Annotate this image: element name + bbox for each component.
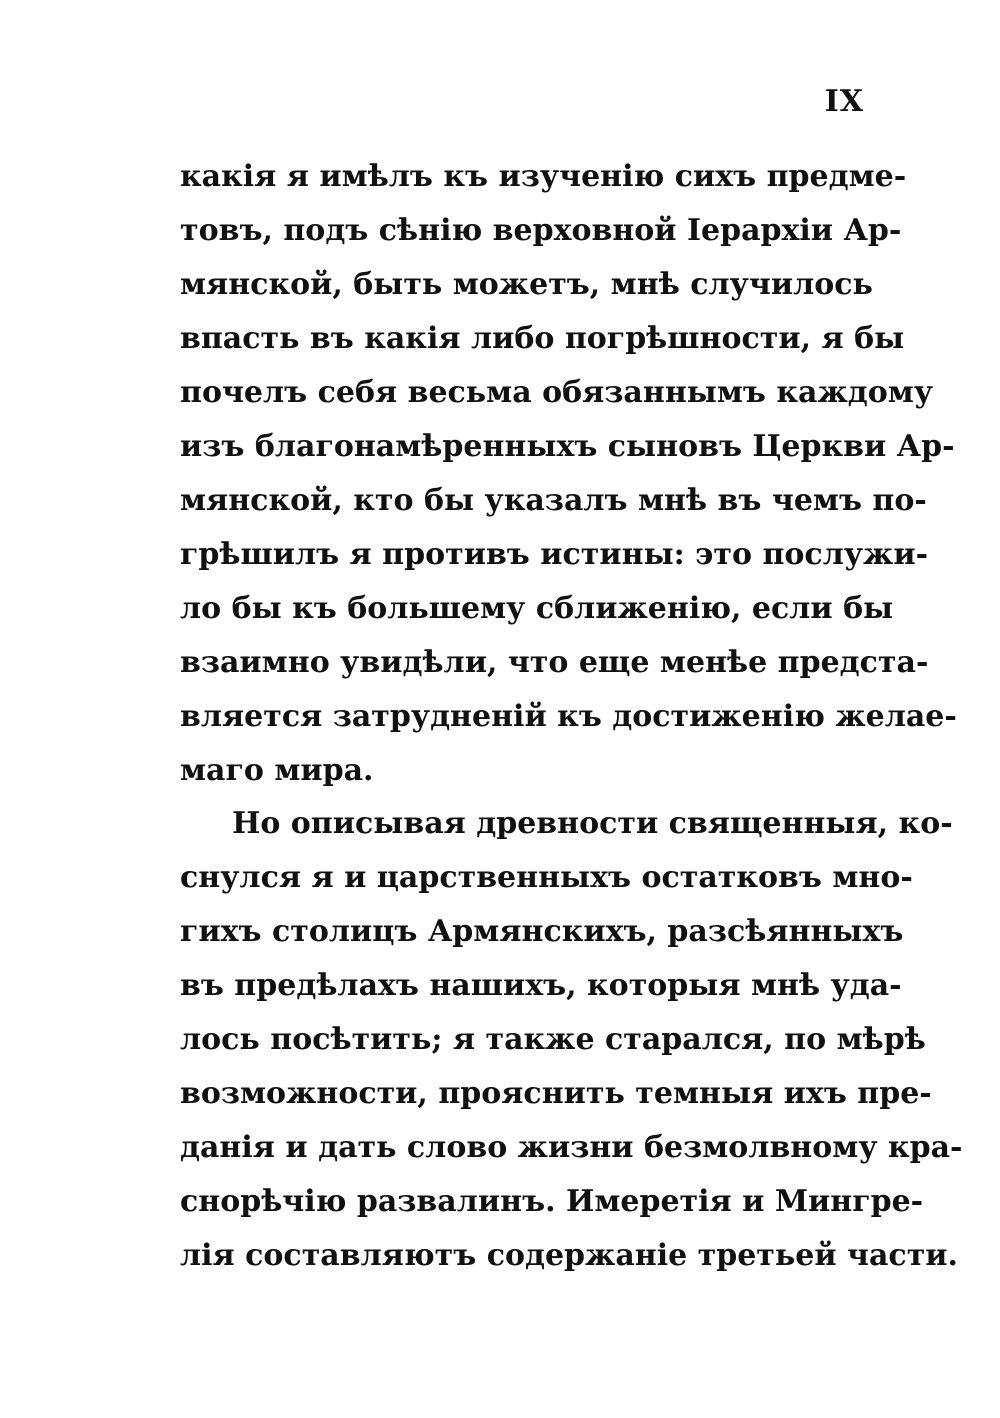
text-line: почелъ себя весьма обязаннымъ каждому [180, 375, 934, 410]
text-line: грѣшилъ я противъ истины: это послужи- [180, 537, 929, 572]
text-line: впасть въ какія либо погрѣшности, я бы [180, 321, 905, 356]
text-line: ло бы къ большему сближенію, если бы [180, 591, 894, 626]
text-line: вляется затрудненій къ достиженію желае- [180, 699, 957, 734]
text-line: мянской, быть можетъ, мнѣ случилось [180, 267, 873, 302]
text-line: взаимно увидѣли, что еще менѣе предста- [180, 645, 929, 680]
text-line: изъ благонамѣренныхъ сыновъ Церкви Ар- [180, 429, 955, 464]
text-line: товъ, подъ сѣнію верховной Іерархіи Ар- [180, 213, 902, 248]
text-line: возможности, прояснить темныя ихъ пре- [180, 1076, 932, 1111]
text-line: маго мира. [180, 753, 374, 788]
text-line: Но описывая древности священныя, ко- [232, 806, 953, 841]
text-line: гихъ столицъ Армянскихъ, разсѣянныхъ [180, 914, 904, 949]
page-number: IX [824, 84, 864, 119]
text-line: снулся я и царственныхъ остатковъ мно- [180, 860, 913, 895]
text-line: данія и дать слово жизни безмолвному кра- [180, 1130, 963, 1165]
text-line: лось посѣтить; я также старался, по мѣрѣ [180, 1022, 926, 1057]
text-line: снорѣчію развалинъ. Имеретія и Мингре- [180, 1184, 924, 1219]
text-line: въ предѣлахъ нашихъ, которыя мнѣ уда- [180, 968, 902, 1003]
text-line: лія составляютъ содержаніе третьей части. [180, 1238, 958, 1273]
text-line: какія я имѣлъ къ изученію сихъ предме- [180, 159, 907, 194]
text-line: мянской, кто бы указалъ мнѣ въ чемъ по- [180, 483, 927, 518]
paragraph-1 [180, 150, 957, 798]
paragraph-2 [180, 797, 963, 1283]
